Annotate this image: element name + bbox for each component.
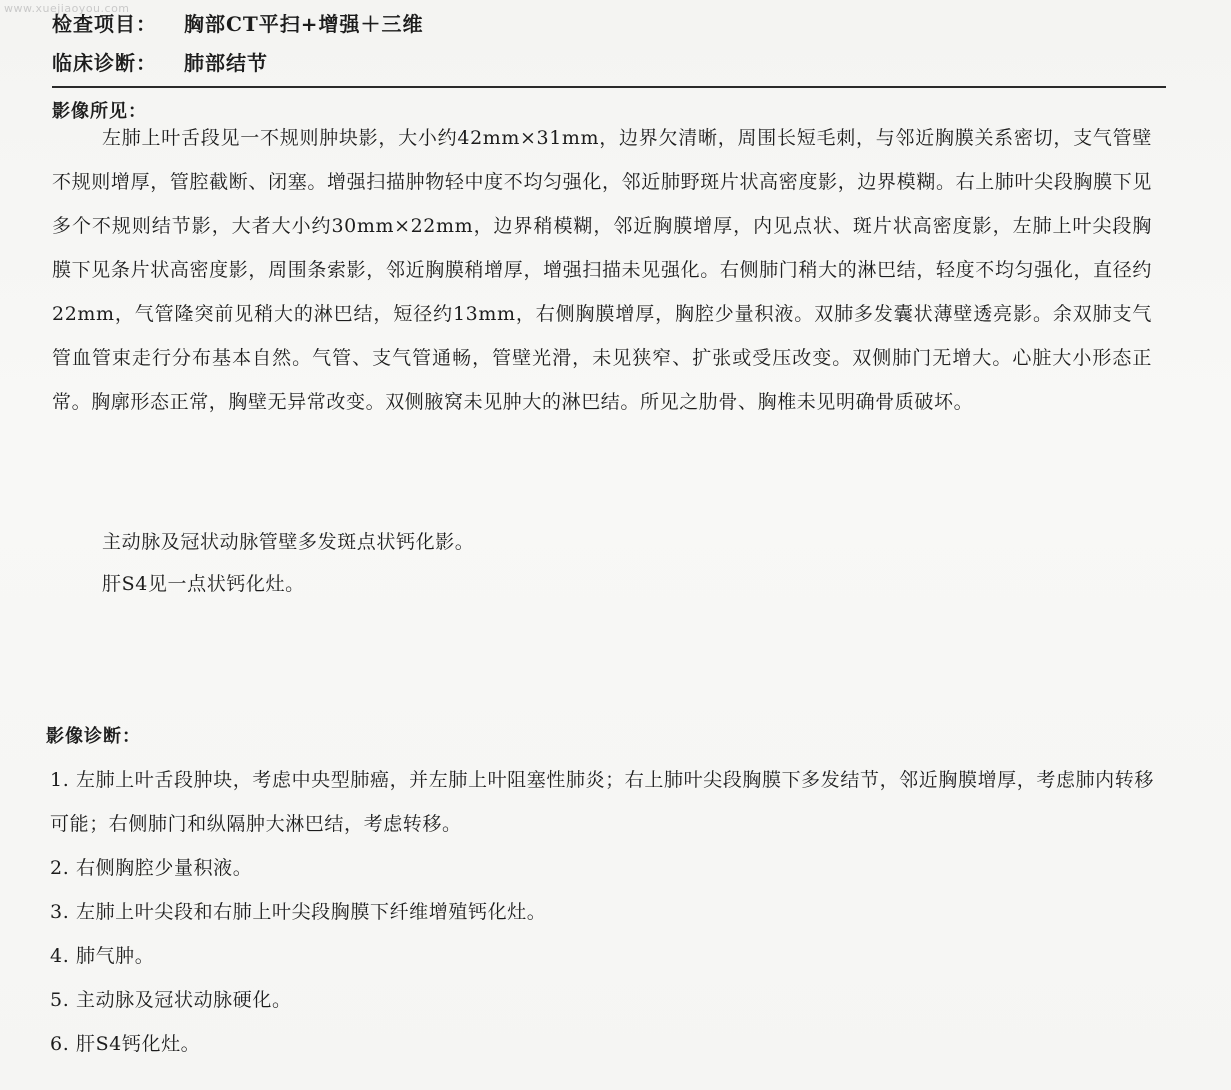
impression-item-3: 3. 左肺上叶尖段和右肺上叶尖段胸膜下纤维增殖钙化灶。 bbox=[50, 901, 547, 923]
findings-paragraph-calcification: 主动脉及冠状动脉管壁多发斑点状钙化影。 bbox=[102, 531, 475, 553]
impression-item-6: 6. 肝S4钙化灶。 bbox=[50, 1033, 201, 1055]
impression-title: 影像诊断： bbox=[46, 726, 141, 747]
findings-title: 影像所见： bbox=[52, 101, 147, 122]
impression-item-1: 1. 左肺上叶舌段肿块，考虑中央型肺癌，并左肺上叶阻塞性肺炎；右上肺叶尖段胸膜下多发结节，邻近胸膜增厚，考虑肺内转移可能；右侧肺门和纵隔肿大淋巴结，考虑转移。 bbox=[50, 769, 1154, 835]
impression-item-2: 2. 右侧胸腔少量积液。 bbox=[50, 857, 253, 879]
findings-paragraph-main: 左肺上叶舌段见一不规则肿块影，大小约42mm×31mm，边界欠清晰，周围长短毛刺，与邻近胸膜关系密切，支气管壁不规则增厚，管腔截断、闭塞。增强扫描肿物轻中度不均匀强化，邻近肺野斑片状高密度影，边界模糊。右上肺叶尖段胸膜下见多个不规则结节影，大者大小约30mm×22mm，边界稍模糊，邻近胸膜增厚，内见点状、斑片状高密度影，左肺上叶尖段胸膜下见条片状高密度影，周围条索影，邻近胸膜稍增厚，增强扫描未见强化。右侧肺门稍大的淋巴结，轻度不均匀强化，直径约22mm，气管隆突前见稍大的淋巴结，短径约13mm，右侧胸膜增厚，胸腔少量积液。双肺多发囊状薄壁透亮影。余双肺支气管血管束走行分布基本自然。气管、支气管通畅，管壁光滑，未见狭窄、扩张或受压改变。双侧肺门无增大。心脏大小形态正常。胸廓形态正常，胸壁无异常改变。双侧腋窝未见肿大的淋巴结。所见之肋骨、胸椎未见明确骨质破坏。 bbox=[52, 127, 1152, 413]
watermark-text: www.xuejiaoyou.com bbox=[4, 2, 130, 15]
header-divider bbox=[52, 86, 1166, 88]
exam-item-row bbox=[52, 8, 424, 37]
clinical-diagnosis-row bbox=[52, 47, 268, 76]
findings-paragraph-liver: 肝S4见一点状钙化灶。 bbox=[102, 573, 305, 595]
clinical-diagnosis-value: 肺部结节 bbox=[184, 51, 268, 75]
exam-item-value: 胸部CT平扫+增强＋三维 bbox=[184, 12, 424, 36]
exam-item-label: 检查项目： bbox=[52, 12, 157, 36]
impression-list bbox=[50, 758, 1170, 1066]
impression-item-5: 5. 主动脉及冠状动脉硬化。 bbox=[50, 989, 292, 1011]
impression-item-4: 4. 肺气肿。 bbox=[50, 945, 155, 967]
clinical-diagnosis-label: 临床诊断： bbox=[52, 51, 157, 75]
